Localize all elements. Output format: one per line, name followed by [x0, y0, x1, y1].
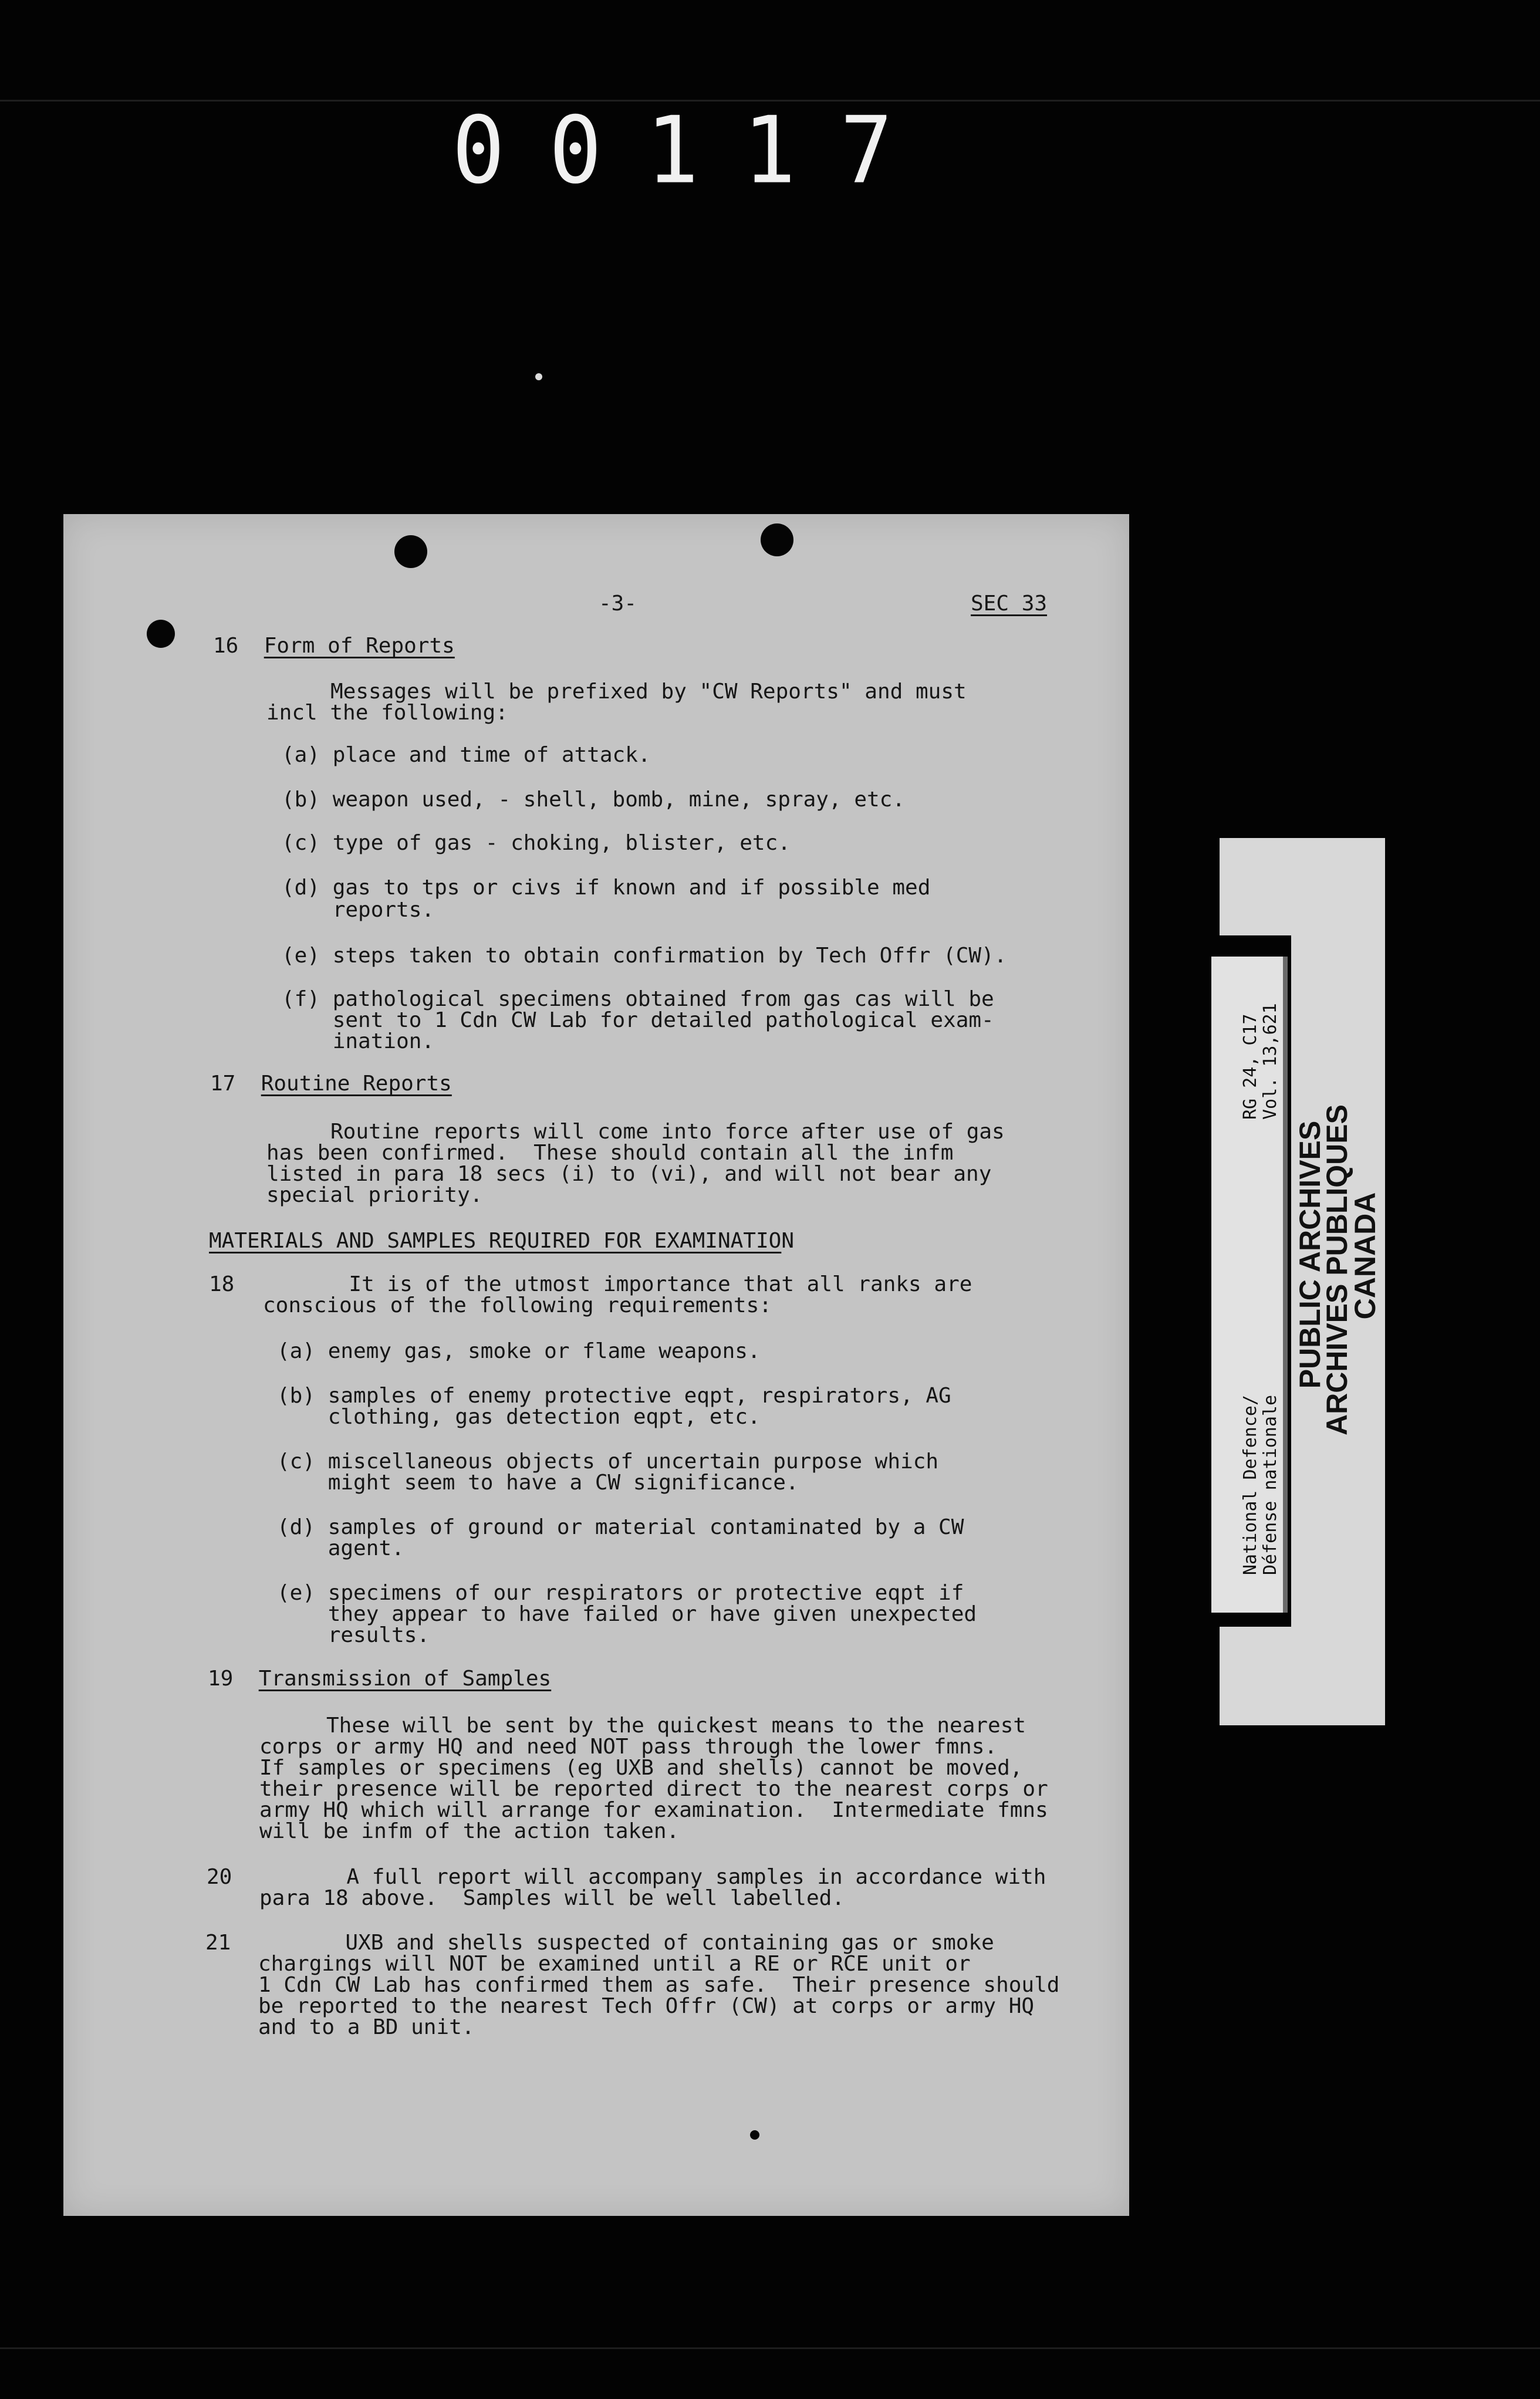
- text-line: If samples or specimens (eg UXB and shells) cannot be moved,: [259, 1756, 1023, 1780]
- text-line: will be infm of the action taken.: [259, 1819, 680, 1843]
- text-line: (b) weapon used, - shell, bomb, mine, spray, etc.: [282, 788, 906, 812]
- text-line: clothing, gas detection eqpt, etc.: [277, 1405, 761, 1429]
- page-number: -3-: [599, 592, 637, 616]
- ink-dot: [750, 2130, 759, 2140]
- text-line: (a) enemy gas, smoke or flame weapons.: [277, 1339, 761, 1363]
- archive-reference: RG 24, C17: [1240, 1013, 1261, 1120]
- text-line: be reported to the nearest Tech Offr (CW) at corps or army HQ: [258, 1994, 1035, 2018]
- text-line: (d) samples of ground or material contaminated by a CW: [277, 1515, 964, 1539]
- text-line: sent to 1 Cdn CW Lab for detailed pathological exam-: [282, 1008, 994, 1032]
- film-speck: [535, 373, 542, 380]
- text-line: 20 A full report will accompany samples in accordance with: [207, 1865, 1046, 1889]
- archive-stamp-line-1: PUBLIC ARCHIVES: [1294, 1120, 1326, 1389]
- text-line: (d) gas to tps or civs if known and if possible med: [282, 876, 931, 900]
- text-line: results.: [277, 1623, 430, 1647]
- department-name-fr: Défense nationale: [1260, 1394, 1281, 1575]
- department-name-en: National Defence/: [1240, 1394, 1261, 1575]
- text-line: (e) steps taken to obtain confirmation by Tech Offr (CW).: [282, 944, 1007, 968]
- text-line: (e) specimens of our respirators or protective eqpt if: [277, 1581, 964, 1605]
- text-line: has been confirmed. These should contain all the infm: [266, 1141, 954, 1165]
- text-line: ination.: [282, 1029, 435, 1053]
- text-line: 16 Form of Reports: [213, 634, 455, 658]
- text-line: These will be sent by the quickest means to the nearest: [326, 1714, 1026, 1738]
- text-line: listed in para 18 secs (i) to (vi), and will not bear any: [266, 1162, 992, 1186]
- text-line: 1 Cdn CW Lab has confirmed them as safe. Their presence should: [258, 1973, 1060, 1997]
- text-line: incl the following:: [266, 701, 508, 725]
- text-line: 21 UXB and shells suspected of containing gas or smoke: [205, 1931, 994, 1955]
- archive-stamp-line-2: ARCHIVES PUBLIQUES: [1321, 1104, 1353, 1435]
- text-line: and to a BD unit.: [258, 2015, 475, 2039]
- text-line: (a) place and time of attack.: [282, 743, 651, 767]
- text-line: corps or army HQ and need NOT pass through the lower fmns.: [259, 1735, 998, 1759]
- punch-hole: [394, 535, 427, 568]
- document-page: [63, 514, 1129, 2216]
- text-line: Routine reports will come into force after use of gas: [330, 1120, 1005, 1144]
- section-label: SEC 33: [971, 592, 1048, 616]
- text-line: 17 Routine Reports: [210, 1072, 452, 1096]
- text-line: conscious of the following requirements:: [263, 1293, 772, 1317]
- text-line: their presence will be reported direct to the nearest corps or: [259, 1777, 1048, 1801]
- text-line: special priority.: [266, 1183, 483, 1207]
- text-line: MATERIALS AND SAMPLES REQUIRED FOR EXAMINATION: [209, 1229, 795, 1253]
- text-line: reports.: [282, 898, 435, 922]
- text-line: 18 It is of the utmost importance that all ranks are: [209, 1272, 972, 1296]
- punch-hole: [761, 523, 793, 556]
- film-edge-line: [0, 2347, 1540, 2349]
- text-line: (f) pathological specimens obtained from gas cas will be: [282, 987, 994, 1011]
- text-line: (c) miscellaneous objects of uncertain purpose which: [277, 1449, 939, 1474]
- punch-hole: [147, 620, 175, 648]
- text-line: (b) samples of enemy protective eqpt, respirators, AG: [277, 1384, 951, 1408]
- text-line: Messages will be prefixed by "CW Reports" and must: [330, 680, 967, 704]
- text-line: para 18 above. Samples will be well labelled.: [259, 1886, 845, 1910]
- archive-volume: Vol. 13,621: [1260, 1003, 1281, 1120]
- text-line: might seem to have a CW significance.: [277, 1471, 799, 1495]
- text-line: chargings will NOT be examined until a RE or RCE unit or: [258, 1952, 971, 1976]
- archive-stamp-line-3: CANADA: [1349, 1192, 1382, 1320]
- text-line: 19 Transmission of Samples: [208, 1667, 552, 1691]
- frame-number: 00117: [452, 97, 937, 205]
- text-line: army HQ which will arrange for examination. Intermediate fmns: [259, 1798, 1048, 1822]
- text-line: (c) type of gas - choking, blister, etc.: [282, 831, 791, 855]
- text-line: agent.: [277, 1536, 404, 1560]
- text-line: they appear to have failed or have given unexpected: [277, 1602, 977, 1626]
